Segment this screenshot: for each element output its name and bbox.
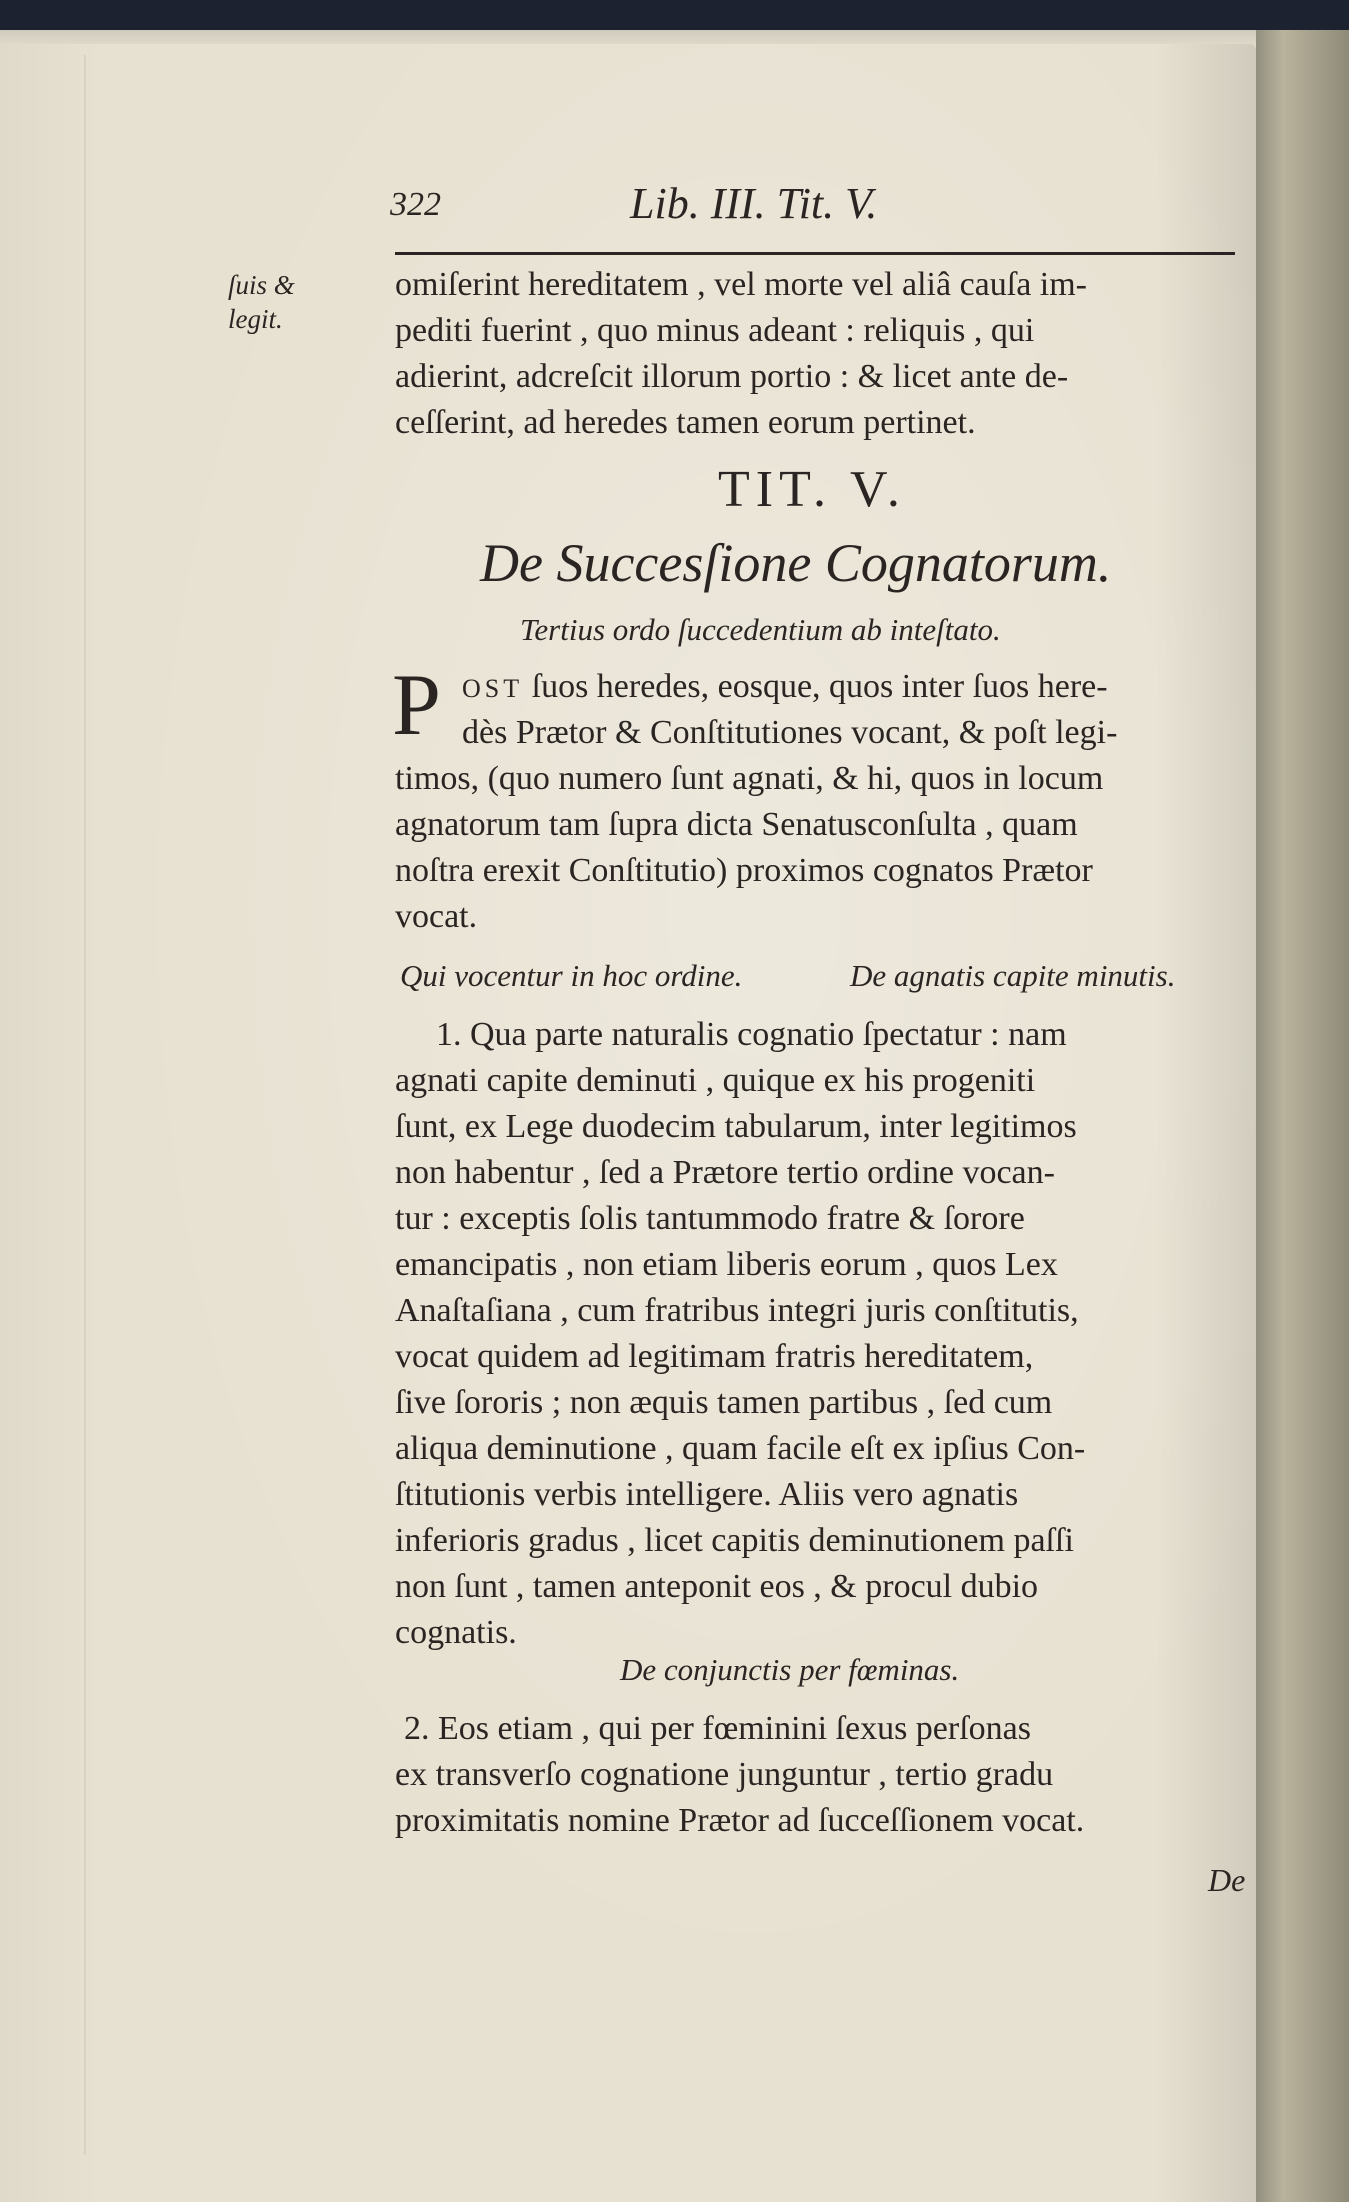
next-page-edge [1240,30,1349,2202]
body-line: 2. Eos etiam , qui per fœminini ſexus perſonas [404,1710,1031,1747]
body-line: ſive ſororis ; non æquis tamen partibus , ſed cum [395,1384,1053,1421]
header-rule [395,252,1235,255]
body-line: vocat quidem ad legitimam fratris hereditatem, [395,1338,1034,1375]
rubric: Tertius ordo ſuccedentium ab inteſtato. [520,612,1001,647]
body-line: aliqua deminutione , quam facile eſt ex ipſius Con- [395,1430,1086,1467]
body-line: pediti fuerint , quo minus adeant : reliquis , qui [395,312,1035,349]
section-title: TIT. V. [718,461,906,518]
body-line: tur : exceptis ſolis tantummodo fratre & ſorore [395,1200,1025,1237]
catchword: De [1208,1862,1246,1898]
body-line: cognatis. [395,1614,517,1651]
page-number: 322 [390,186,441,223]
body-line: proximitatis nomine Prætor ad ſucceſſionem vocat. [395,1802,1085,1839]
body-line: ſunt, ex Lege duodecim tabularum, inter legitimos [395,1108,1077,1145]
margin-note [228,268,295,336]
body-line: timos, (quo numero ſunt agnati, & hi, quos in locum [395,760,1104,797]
body-line: ſtitutionis verbis intelligere. Aliis vero agnatis [395,1476,1019,1513]
body-line: non habentur , ſed a Prætore tertio ordine vocan- [395,1154,1055,1191]
body-line: ex transverſo cognatione junguntur , tertio gradu [395,1756,1054,1793]
body-line: ceſſerint, ad heredes tamen eorum pertinet. [395,404,976,441]
section-subtitle: De Succesſione Cognatorum. [480,533,1112,593]
running-title: Lib. III. Tit. V. [630,179,878,228]
body-line-rest: ſuos heredes, eosque, quos inter ſuos here- [523,668,1108,705]
body-line: adierint, adcreſcit illorum portio : & licet ante de- [395,358,1069,395]
body-line: inferioris gradus , licet capitis deminutionem paſſi [395,1522,1074,1559]
body-line: agnatorum tam ſupra dicta Senatusconſulta , quam [395,806,1078,843]
body-line: agnati capite deminuti , quique ex his progeniti [395,1062,1036,1099]
body-line: 1. Qua parte naturalis cognatio ſpectatur : nam [436,1016,1067,1053]
body-line: noſtra erexit Conſtitutio) proximos cognatos Prætor [395,852,1093,889]
rubric: De conjunctis per fœminas. [620,1652,960,1687]
body-line: non ſunt , tamen anteponit eos , & procul dubio [395,1568,1039,1605]
body-line [462,664,1108,712]
body-line: vocat. [395,898,478,935]
drop-cap: P [392,657,441,754]
body-line: omiſerint hereditatem , vel morte vel aliâ cauſa im- [395,266,1088,303]
rubric: Qui vocentur in hoc ordine. [400,958,743,993]
rubric: De agnatis capite minutis. [850,958,1176,993]
margin-note-line: legit. [228,304,283,334]
margin-shadow [84,55,86,2155]
body-line: dès Prætor & Conſtitutiones vocant, & poſt legi- [462,714,1118,751]
margin-note-line: ſuis & [228,270,295,300]
body-line: emancipatis , non etiam liberis eorum , quos Lex [395,1246,1058,1283]
body-line: Anaſtaſiana , cum fratribus integri juris conſtitutis, [395,1292,1079,1329]
small-caps-word: OST [462,674,524,703]
